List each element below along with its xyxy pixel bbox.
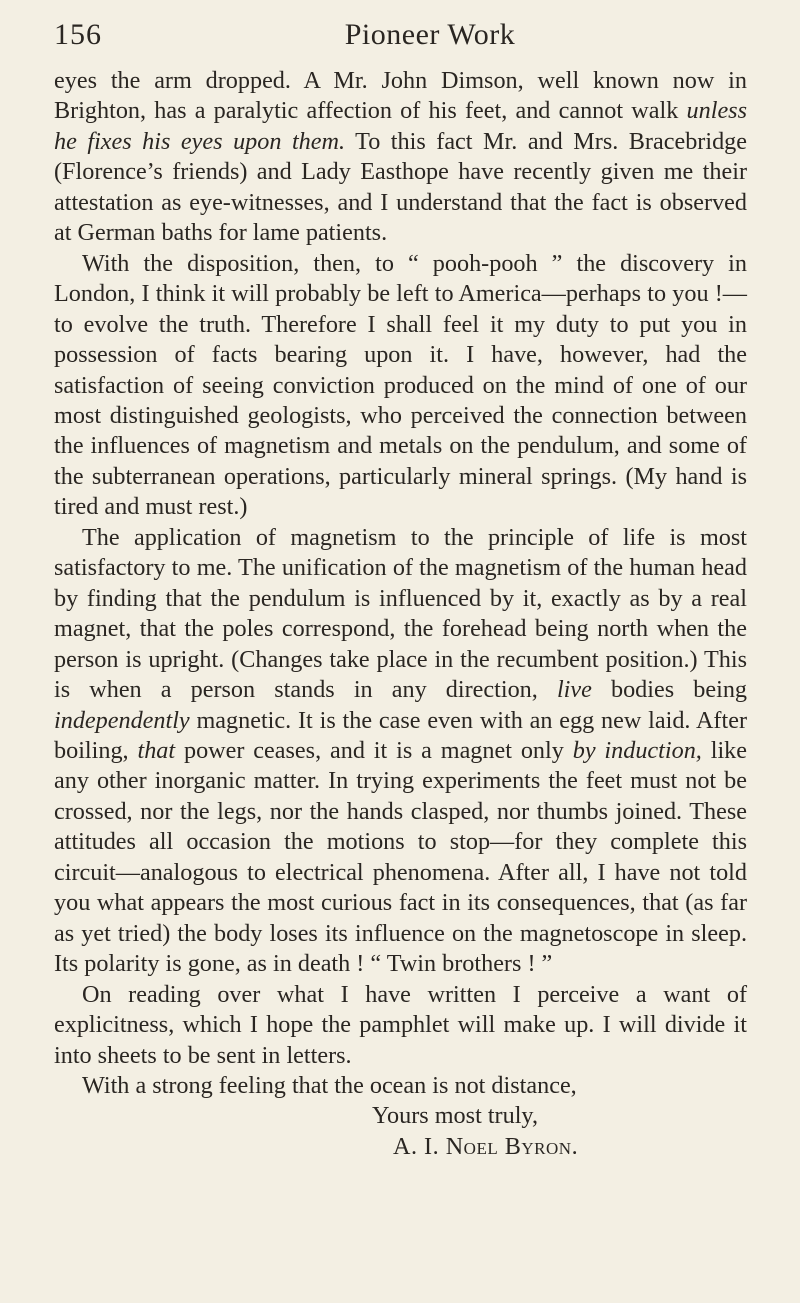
- paragraph-5: With a strong feeling that the ocean is not distance,: [82, 1071, 577, 1099]
- paragraph-4: On reading over what I have written I perceive a want of explicitness, which I hope the pamphlet will make up. I will divide it into sheets to be sent in letters.: [54, 980, 747, 1069]
- running-title: Pioneer Work: [344, 18, 516, 51]
- paragraph-3-text-i: like any other inorganic matter. In trying experiments the feet must not be crossed, nor the legs, nor the hands clasped, nor thumbs joined. These attitudes all occasion the motions to stop—for they complete this circuit—analogous to electrical phenomena. After all, I have not told you what appears the most curious fact in its consequences, that (as far as yet tried) the body loses its influence on the magnetoscope in sleep. Its polarity is gone, as in death ! “ Twin brothers ! ”: [54, 736, 747, 978]
- paragraph-3-emphasis-independently: independently: [54, 706, 190, 734]
- paragraph-3-emphasis-that: that: [137, 736, 176, 764]
- paragraph-3-text-e: magnetic. It is the case even with an egg new laid. After boiling,: [54, 706, 747, 764]
- paragraph-3-text-c: bodies being: [591, 676, 748, 704]
- letter-closing: Yours most truly,: [372, 1102, 538, 1130]
- paragraph-3-text-g: power ceases, and it is a magnet only: [175, 736, 573, 764]
- paragraph-2: With the disposition, then, to “ pooh-pooh ” the discovery in London, I think it will probably be left to America—perhaps to you !—to evolve the truth. Therefore I shall feel it my duty to put you in possession of facts bearing upon it. I have, however, had the satisfaction of seeing conviction produced on the mind of one of our most distinguished geologists, who perceived the connection between the influences of magnetism and metals on the pendulum, and some of the subterranean operations, particularly mineral springs. (My hand is tired and must rest.): [54, 249, 747, 521]
- paragraph-3-emphasis-live: live: [556, 676, 592, 704]
- paragraph-1-text-c: To this fact Mr. and Mrs. Bracebridge (Florence’s friends) and Lady Easthope have recently given me their attestation as eye-witnesses, and I understand that the fact is observed at German baths for lame patients.: [54, 127, 747, 247]
- paragraph-3-emphasis-induction: by induction,: [572, 736, 702, 764]
- paragraph-1-text-a: eyes the arm dropped. A Mr. John Dimson, well known now in Brighton, has a paralytic affection of his feet, and cannot walk: [54, 67, 747, 125]
- page-number: 156: [54, 18, 102, 51]
- paragraph-3-text-a: The application of magnetism to the principle of life is most satisfactory to me. The unification of the magnetism of the human head by finding that the pendulum is influenced by it, exactly as by a real magnet, that the poles correspond, the forehead being north when the person is upright. (Changes take place in the recumbent position.) This is when a person stands in any direction,: [54, 523, 747, 704]
- paragraph-1-emphasis: unless he fixes his eyes upon them.: [54, 97, 747, 155]
- paragraph-1: [54, 66, 747, 249]
- letter-signature: A. I. Noel Byron.: [393, 1132, 579, 1160]
- page-header: [54, 18, 746, 58]
- paragraph-3: [54, 523, 747, 980]
- letter-body: [54, 66, 747, 1162]
